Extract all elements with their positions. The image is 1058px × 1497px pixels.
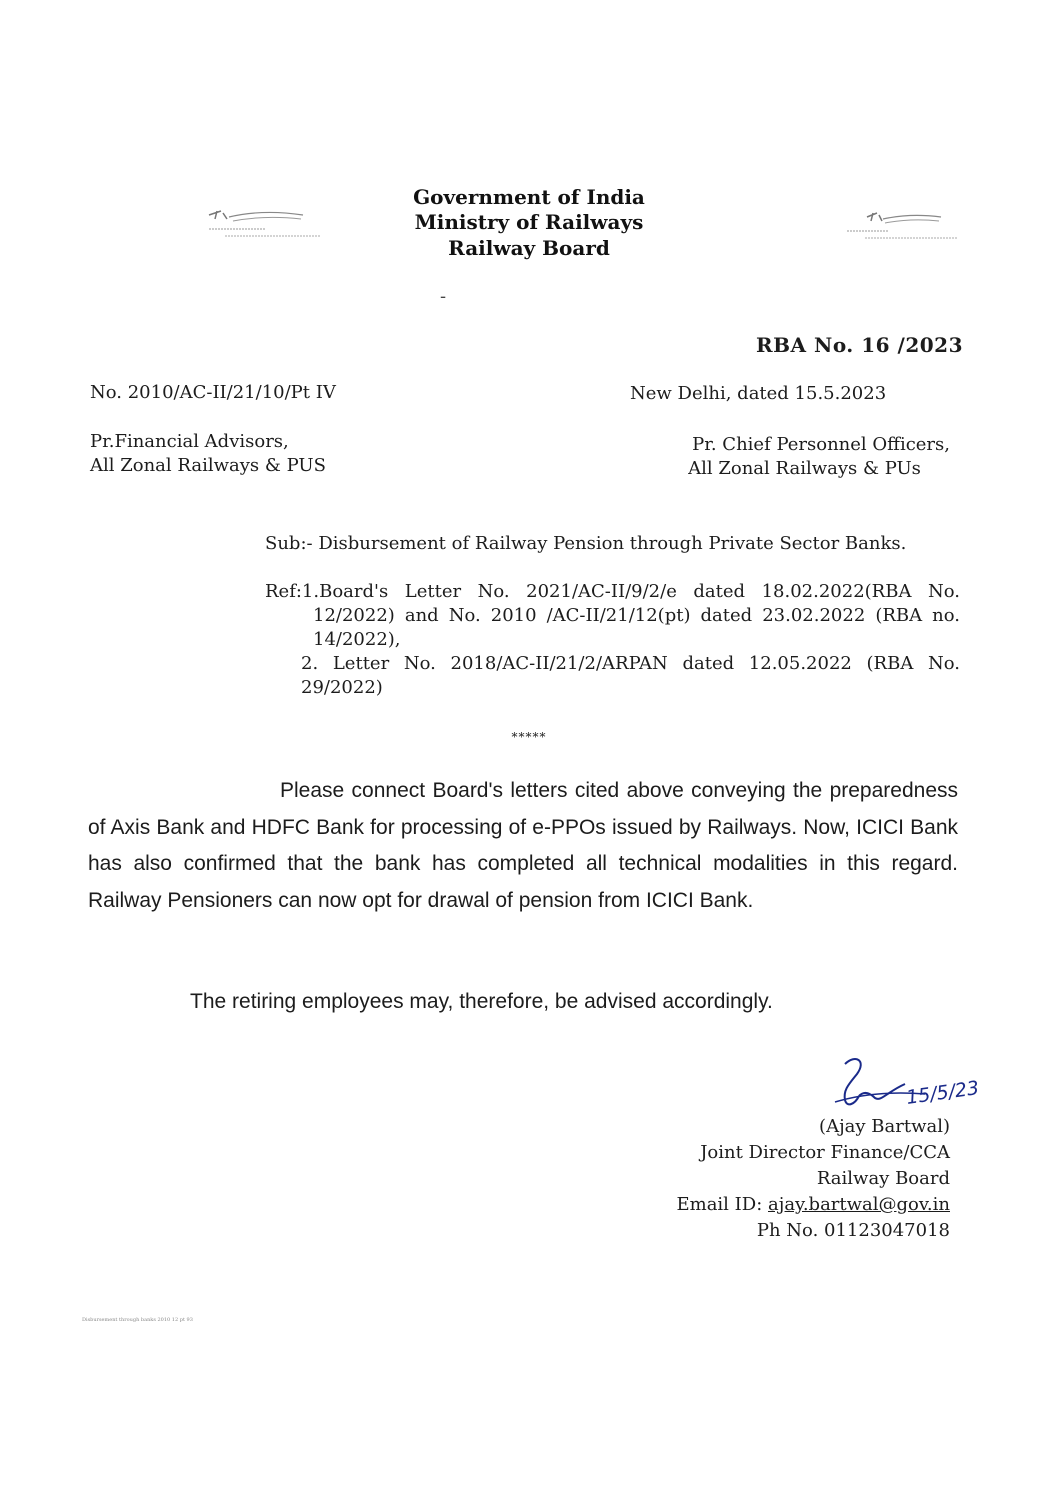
body-paragraph-2: The retiring employees may, therefore, be advised accordingly. bbox=[190, 990, 773, 1013]
references bbox=[265, 580, 960, 700]
file-path-footer: Disbursement through banks 2010 12 pt 93 bbox=[82, 1317, 193, 1323]
rba-number: RBA No. 16 /2023 bbox=[756, 333, 963, 357]
addressee-right bbox=[688, 433, 950, 481]
email-label: Email ID: bbox=[676, 1194, 763, 1215]
signatory-office: Railway Board bbox=[816, 1168, 950, 1189]
reference-2: 2. Letter No. 2018/AC-II/21/2/ARPAN dated 12.05.2022 (RBA No. 29/2022) bbox=[301, 653, 960, 698]
letter-number: No. 2010/AC-II/21/10/Pt IV bbox=[90, 382, 336, 403]
body-paragraph-1: Please connect Board's letters cited above conveying the preparedness of Axis Bank and HDFC Bank for processing of e-PPOs issued by Railways. Now, ICICI Bank has also confirmed that the bank has completed all technical modalities in this regard. Railway Pensioners can now opt for drawal of pension from ICICI Bank. bbox=[88, 779, 958, 912]
addressee-right-line2: All Zonal Railways & PUs bbox=[688, 458, 921, 479]
place-date: New Delhi, dated 15.5.2023 bbox=[630, 383, 887, 404]
header-board: Railway Board bbox=[448, 236, 610, 260]
signatory-email-line bbox=[676, 1192, 950, 1218]
addressee-right-line1: Pr. Chief Personnel Officers, bbox=[692, 434, 950, 455]
header-government: Government of India bbox=[413, 185, 645, 209]
signatory-phone: Ph No. 01123047018 bbox=[756, 1220, 950, 1241]
separator: ***** bbox=[511, 730, 547, 744]
addressee-left-line1: Pr.Financial Advisors, bbox=[90, 431, 289, 452]
email-link[interactable]: ajay.bartwal@gov.in bbox=[768, 1194, 950, 1215]
addressee-left-line2: All Zonal Railways & PUS bbox=[90, 455, 326, 476]
stray-mark: - bbox=[440, 286, 447, 307]
handwritten-date: 15/5/23 bbox=[904, 1077, 981, 1109]
reference-1: Ref:1.Board's Letter No. 2021/AC-II/9/2/e dated 18.02.2022(RBA No. 12/2022) and No. 2010 /AC-II/21/12(pt) dated 23.02.2022 (RBA no. 14/2022), bbox=[265, 581, 960, 650]
subject-text: Sub:- Disbursement of Railway Pension through Private Sector Banks. bbox=[265, 533, 907, 554]
signatory-name: (Ajay Bartwal) bbox=[819, 1116, 950, 1137]
addressee-left bbox=[90, 430, 326, 478]
signatory-designation: Joint Director Finance/CCA bbox=[700, 1142, 950, 1163]
header-ministry: Ministry of Railways bbox=[414, 210, 644, 234]
subject bbox=[265, 532, 960, 556]
